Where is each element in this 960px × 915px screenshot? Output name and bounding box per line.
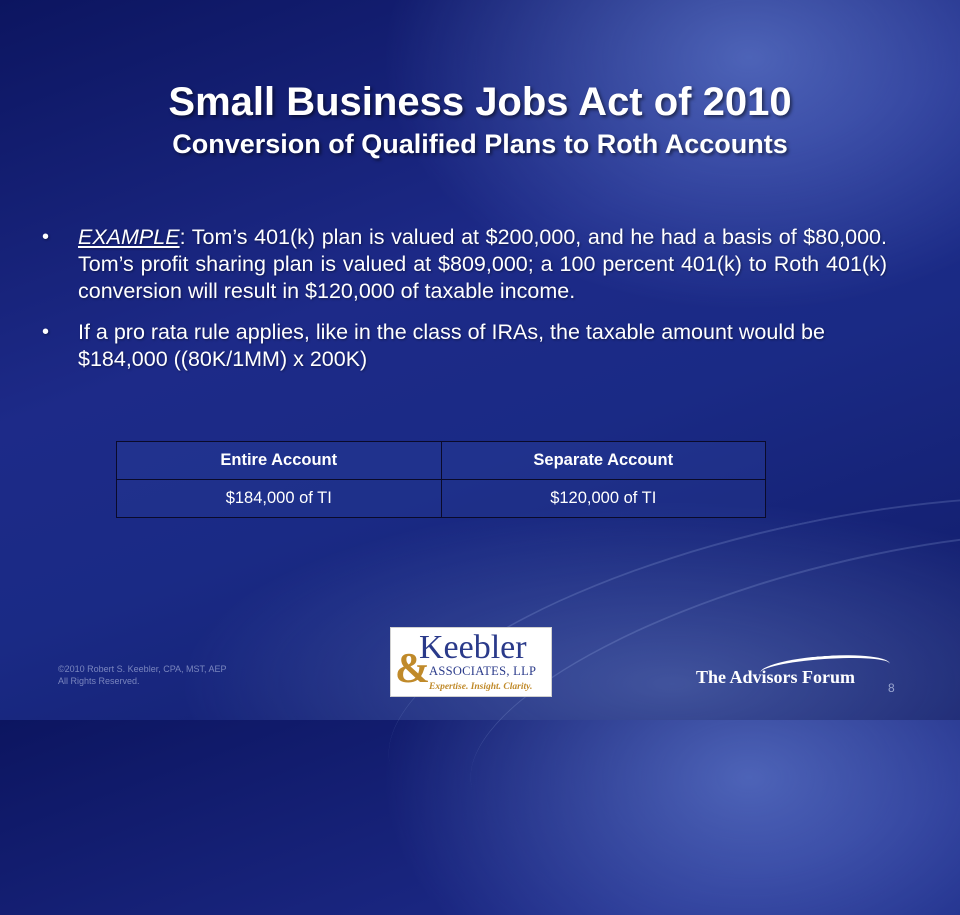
copyright-line: ©2010 Robert S. Keebler, CPA, MST, AEP <box>58 664 227 674</box>
title-block <box>0 78 960 162</box>
table-row <box>117 480 766 518</box>
keebler-tagline: Expertise. Insight. Clarity. <box>429 682 533 692</box>
bullet-marker: • <box>42 321 50 343</box>
keebler-name: Keebler <box>419 629 527 666</box>
slide-subtitle: Conversion of Qualified Plans to Roth Accounts <box>172 129 788 159</box>
keebler-associates: ASSOCIATES, LLP <box>429 664 537 678</box>
cell-separate-account-value: $120,000 of TI <box>441 480 766 518</box>
pro-rata-text: If a pro rata rule applies, like in the class of IRAs, the taxable amount would be $184,000 ((80K/1MM) x 200K) <box>78 320 825 371</box>
bullet-list <box>42 224 887 387</box>
rights-line: All Rights Reserved. <box>58 676 140 686</box>
copyright-notice <box>58 663 227 687</box>
page-number: 8 <box>888 681 895 695</box>
keebler-associates-logo <box>390 627 552 697</box>
keebler-ampersand: & <box>395 646 430 692</box>
example-text: : Tom’s 401(k) plan is valued at $200,000, and he had a basis of $80,000. Tom’s profit sharing plan is valued at $809,000; a 100 percent 401(k) to Roth 401(k) conversion will result in $120,000 of taxable income. <box>78 225 887 303</box>
header-entire-account: Entire Account <box>117 442 442 480</box>
table-header-row <box>117 442 766 480</box>
bullet-pro-rata <box>42 319 887 373</box>
advisors-forum-logo: The Advisors Forum <box>696 667 856 687</box>
example-label: EXAMPLE <box>78 225 180 249</box>
account-comparison-table <box>116 441 766 518</box>
cell-entire-account-value: $184,000 of TI <box>117 480 442 518</box>
bullet-example <box>42 224 887 305</box>
slide-title: Small Business Jobs Act of 2010 <box>168 80 792 124</box>
header-separate-account: Separate Account <box>441 442 766 480</box>
bullet-marker: • <box>42 226 50 248</box>
